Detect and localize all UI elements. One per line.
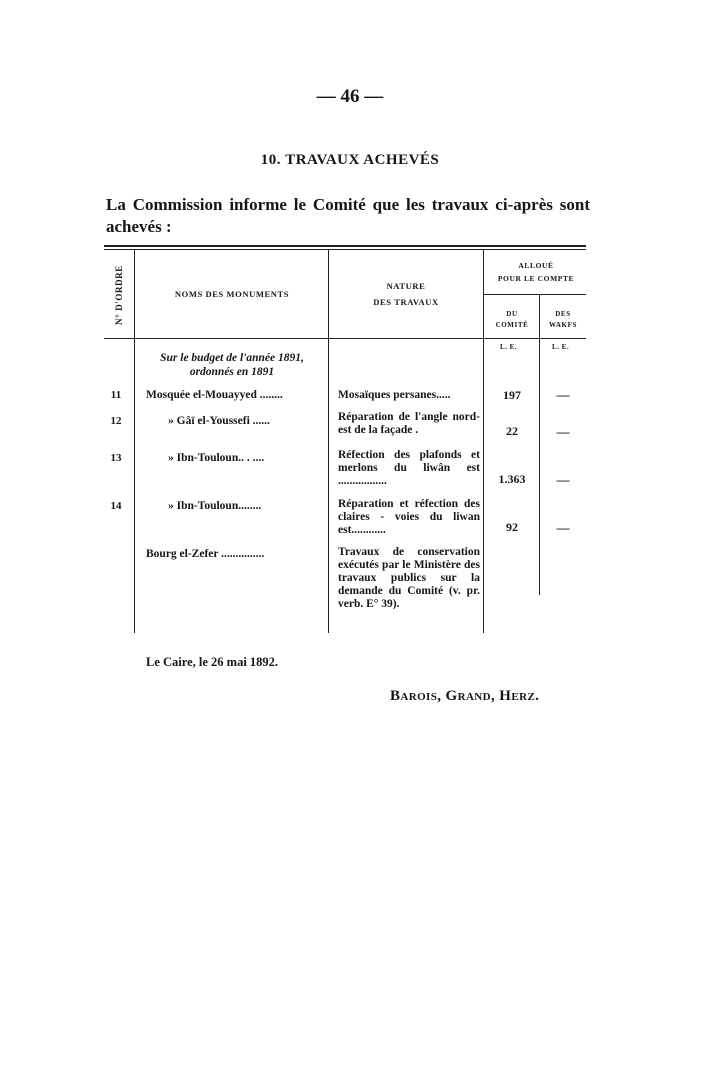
committee-header-line2: COMITÉ	[495, 321, 529, 329]
column-divider-monuments	[328, 250, 329, 633]
section-heading: TRAVAUX ACHEVÉS	[285, 152, 440, 168]
table-row-nature: Mosaïques persanes.....	[338, 389, 451, 401]
order-header	[112, 262, 126, 330]
place-date: Le Caire, le 26 mai 1892.	[146, 655, 279, 669]
table-row-wakfs: —	[556, 520, 570, 535]
table-row-wakfs: —	[556, 472, 570, 487]
nature-header-line2: DES TRAVAUX	[373, 297, 439, 307]
budget-note-line1: Sur le budget de l'année 1891,	[160, 352, 304, 364]
allocated-header-line2: POUR LE COMPTE	[497, 274, 575, 283]
table-row-monument: Mosquée el-Mouayyed ........	[146, 389, 283, 401]
section-number: 10.	[260, 152, 281, 168]
table-row-wakfs: —	[556, 387, 570, 402]
table-row-nature: Réparation et réfection des claires - voies du liwan est............	[338, 498, 480, 536]
allocated-header-line1: ALLOUÉ	[518, 261, 554, 270]
wakfs-header-line2: WAKFS	[549, 321, 577, 329]
committee-unit: L. E.	[500, 343, 518, 351]
nature-header-line1: NATURE	[386, 281, 426, 291]
signatures: Barois, Grand, Herz.	[390, 688, 540, 704]
table-row-monument: Bourg el-Zefer ...............	[146, 548, 265, 560]
table-row-nature: Travaux de conservation exécutés par le Ministère des travaux publics sur la demande du Comité (v. pr. verb. E° 39).	[338, 546, 480, 610]
table-row-monument: » Ibn-Touloun.. . ....	[168, 452, 265, 464]
header-bottom-rule	[104, 338, 586, 339]
table-row-nature: Réfection des plafonds et merlons du liwân est .................	[338, 449, 480, 487]
table-row-committee: 197	[503, 388, 521, 402]
table-top-rule	[104, 245, 586, 247]
table-row-wakfs: —	[556, 424, 570, 439]
column-divider-allocated	[539, 295, 540, 595]
table-row-nature: Réparation de l'angle nord-est de la façade .	[338, 411, 480, 436]
page-number: — 46 —	[316, 86, 384, 107]
table-row-committee: 1.363	[498, 472, 526, 486]
table-row-order: 14	[110, 500, 122, 512]
column-divider-order	[134, 250, 135, 633]
table-row-committee: 22	[506, 424, 518, 438]
monuments-header: NOMS DES MONUMENTS	[174, 289, 290, 299]
table-row-monument: » Ibn-Touloun........	[168, 500, 262, 512]
table-row-monument: » Gâï el-Youssefi ......	[168, 415, 270, 427]
section-title	[0, 152, 700, 169]
order-header-label: N° D'ORDRE	[114, 265, 124, 325]
committee-header-line1: DU	[506, 310, 518, 318]
table-row-order: 11	[110, 389, 122, 401]
wakfs-header-line1: DES	[555, 310, 571, 318]
budget-note-line2: ordonnés en 1891	[189, 366, 275, 378]
allocated-subheader-rule	[484, 294, 586, 295]
table-row-committee: 92	[506, 520, 518, 534]
intro-paragraph: La Commission informe le Comité que les travaux ci-après sont achevés :	[106, 195, 590, 236]
table-row-order: 13	[110, 452, 122, 464]
table-row-order: 12	[110, 415, 122, 427]
wakfs-unit: L. E.	[552, 343, 570, 351]
table-top-rule-inner	[104, 249, 586, 250]
budget-note	[138, 351, 326, 379]
